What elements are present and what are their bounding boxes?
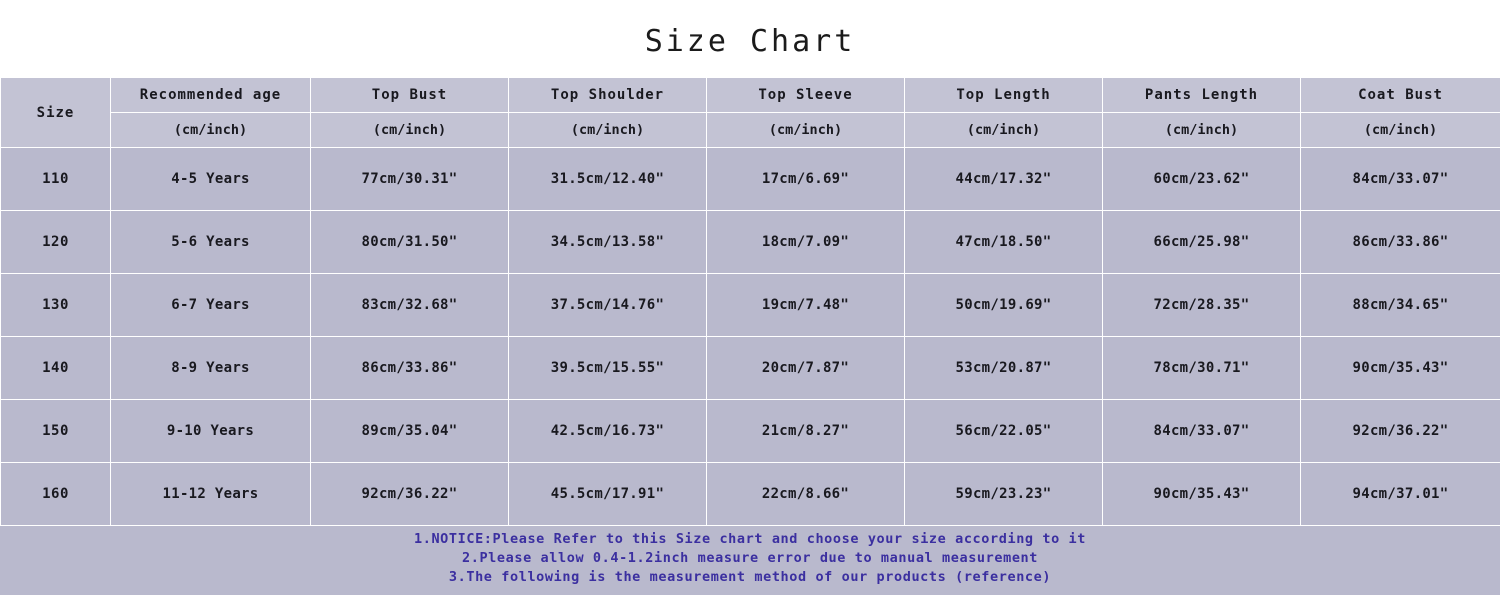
column-unit-top-length: (cm/inch) xyxy=(905,113,1103,148)
cell-recommended-age: 4-5 Years xyxy=(111,148,311,211)
cell-top-shoulder: 39.5cm/15.55" xyxy=(509,337,707,400)
cell-top-bust: 77cm/30.31" xyxy=(311,148,509,211)
cell-top-bust: 80cm/31.50" xyxy=(311,211,509,274)
cell-recommended-age: 6-7 Years xyxy=(111,274,311,337)
column-unit-recommended-age: (cm/inch) xyxy=(111,113,311,148)
cell-top-length: 50cm/19.69" xyxy=(905,274,1103,337)
column-unit-coat-bust: (cm/inch) xyxy=(1301,113,1500,148)
header-row-labels xyxy=(1,78,1500,113)
column-header-top-length: Top Length xyxy=(905,78,1103,113)
cell-top-length: 47cm/18.50" xyxy=(905,211,1103,274)
cell-top-bust: 92cm/36.22" xyxy=(311,463,509,526)
column-header-top-bust: Top Bust xyxy=(311,78,509,113)
cell-pants-length: 90cm/35.43" xyxy=(1103,463,1301,526)
cell-top-bust: 86cm/33.86" xyxy=(311,337,509,400)
cell-top-length: 44cm/17.32" xyxy=(905,148,1103,211)
cell-top-length: 56cm/22.05" xyxy=(905,400,1103,463)
column-header-coat-bust: Coat Bust xyxy=(1301,78,1500,113)
cell-coat-bust: 92cm/36.22" xyxy=(1301,400,1500,463)
note-line-1: 1.NOTICE:Please Refer to this Size chart and choose your size according to it xyxy=(0,530,1500,549)
cell-top-length: 53cm/20.87" xyxy=(905,337,1103,400)
cell-pants-length: 72cm/28.35" xyxy=(1103,274,1301,337)
cell-top-sleeve: 18cm/7.09" xyxy=(707,211,905,274)
cell-top-sleeve: 22cm/8.66" xyxy=(707,463,905,526)
column-header-top-shoulder: Top Shoulder xyxy=(509,78,707,113)
cell-top-sleeve: 17cm/6.69" xyxy=(707,148,905,211)
cell-top-sleeve: 21cm/8.27" xyxy=(707,400,905,463)
cell-top-bust: 83cm/32.68" xyxy=(311,274,509,337)
cell-top-shoulder: 45.5cm/17.91" xyxy=(509,463,707,526)
cell-pants-length: 60cm/23.62" xyxy=(1103,148,1301,211)
cell-recommended-age: 8-9 Years xyxy=(111,337,311,400)
column-unit-top-shoulder: (cm/inch) xyxy=(509,113,707,148)
cell-coat-bust: 88cm/34.65" xyxy=(1301,274,1500,337)
size-chart-table xyxy=(0,77,1500,526)
table-row xyxy=(1,400,1500,463)
note-line-3: 3.The following is the measurement method of our products (reference) xyxy=(0,568,1500,587)
table-row xyxy=(1,274,1500,337)
page-title: Size Chart xyxy=(0,0,1500,77)
cell-size: 160 xyxy=(1,463,111,526)
table-body xyxy=(1,148,1500,526)
cell-top-shoulder: 34.5cm/13.58" xyxy=(509,211,707,274)
cell-coat-bust: 90cm/35.43" xyxy=(1301,337,1500,400)
cell-top-length: 59cm/23.23" xyxy=(905,463,1103,526)
cell-top-shoulder: 31.5cm/12.40" xyxy=(509,148,707,211)
cell-size: 150 xyxy=(1,400,111,463)
table-row xyxy=(1,463,1500,526)
cell-top-bust: 89cm/35.04" xyxy=(311,400,509,463)
note-line-2: 2.Please allow 0.4-1.2inch measure error due to manual measurement xyxy=(0,549,1500,568)
table-row xyxy=(1,211,1500,274)
cell-size: 110 xyxy=(1,148,111,211)
notes-section xyxy=(0,526,1500,595)
column-header-recommended-age: Recommended age xyxy=(111,78,311,113)
column-unit-top-bust: (cm/inch) xyxy=(311,113,509,148)
cell-size: 120 xyxy=(1,211,111,274)
cell-size: 130 xyxy=(1,274,111,337)
cell-pants-length: 66cm/25.98" xyxy=(1103,211,1301,274)
column-header-size: Size xyxy=(1,78,111,148)
cell-top-shoulder: 37.5cm/14.76" xyxy=(509,274,707,337)
cell-recommended-age: 9-10 Years xyxy=(111,400,311,463)
table-row xyxy=(1,148,1500,211)
cell-pants-length: 84cm/33.07" xyxy=(1103,400,1301,463)
cell-recommended-age: 11-12 Years xyxy=(111,463,311,526)
column-header-top-sleeve: Top Sleeve xyxy=(707,78,905,113)
cell-pants-length: 78cm/30.71" xyxy=(1103,337,1301,400)
cell-coat-bust: 86cm/33.86" xyxy=(1301,211,1500,274)
column-unit-pants-length: (cm/inch) xyxy=(1103,113,1301,148)
header-row-units xyxy=(1,113,1500,148)
cell-size: 140 xyxy=(1,337,111,400)
cell-top-shoulder: 42.5cm/16.73" xyxy=(509,400,707,463)
table-row xyxy=(1,337,1500,400)
cell-recommended-age: 5-6 Years xyxy=(111,211,311,274)
cell-top-sleeve: 20cm/7.87" xyxy=(707,337,905,400)
column-unit-top-sleeve: (cm/inch) xyxy=(707,113,905,148)
table-header xyxy=(1,78,1500,148)
column-header-pants-length: Pants Length xyxy=(1103,78,1301,113)
cell-top-sleeve: 19cm/7.48" xyxy=(707,274,905,337)
cell-coat-bust: 94cm/37.01" xyxy=(1301,463,1500,526)
cell-coat-bust: 84cm/33.07" xyxy=(1301,148,1500,211)
